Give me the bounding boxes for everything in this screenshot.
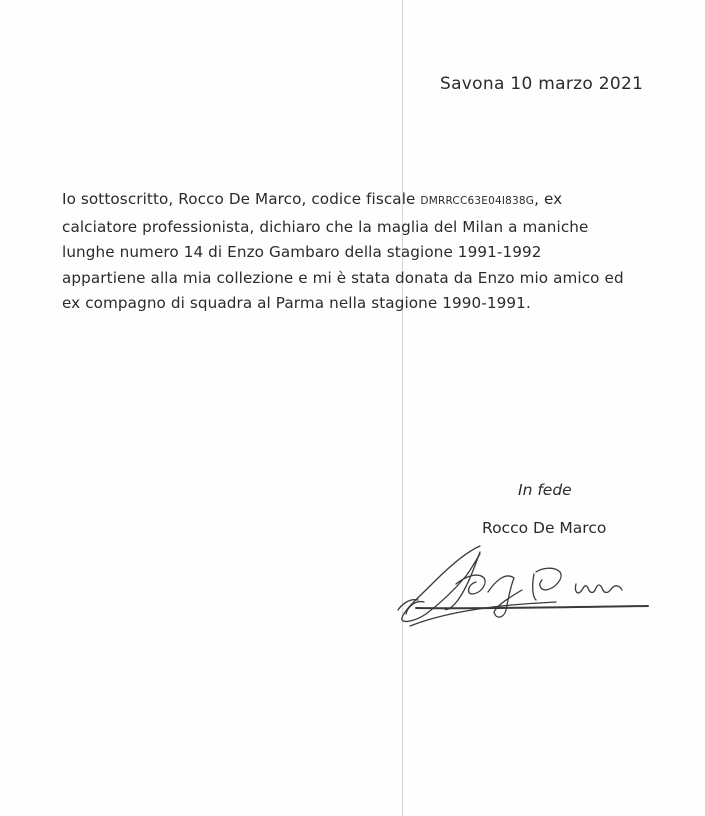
signature-icon — [396, 538, 658, 628]
closing-salutation: In fede — [518, 481, 572, 499]
declaration-line-1-end: , ex — [534, 190, 563, 208]
tax-code: DMRRCC63E04I838G — [420, 195, 535, 207]
declaration-line-3: lunghe numero 14 di Enzo Gambaro della stagione 1991-1992 — [62, 243, 542, 261]
declaration-line-1-start: Io sottoscritto, Rocco De Marco, codice fiscale — [62, 190, 421, 208]
declaration-line-2: calciatore professionista, dichiaro che la maglia del Milan a maniche — [62, 217, 589, 236]
paper-fold-line — [402, 0, 403, 816]
place-date: Savona 10 marzo 2021 — [440, 74, 644, 94]
declaration-line-4: appartiene alla mia collezione e mi è stata donata da Enzo mio amico ed — [62, 268, 624, 287]
signer-name: Rocco De Marco — [482, 519, 607, 537]
declaration-line-1 — [62, 187, 662, 215]
declaration-text — [62, 187, 662, 317]
declaration-line-5: ex compagno di squadra al Parma nella stagione 1990-1991. — [62, 294, 531, 312]
